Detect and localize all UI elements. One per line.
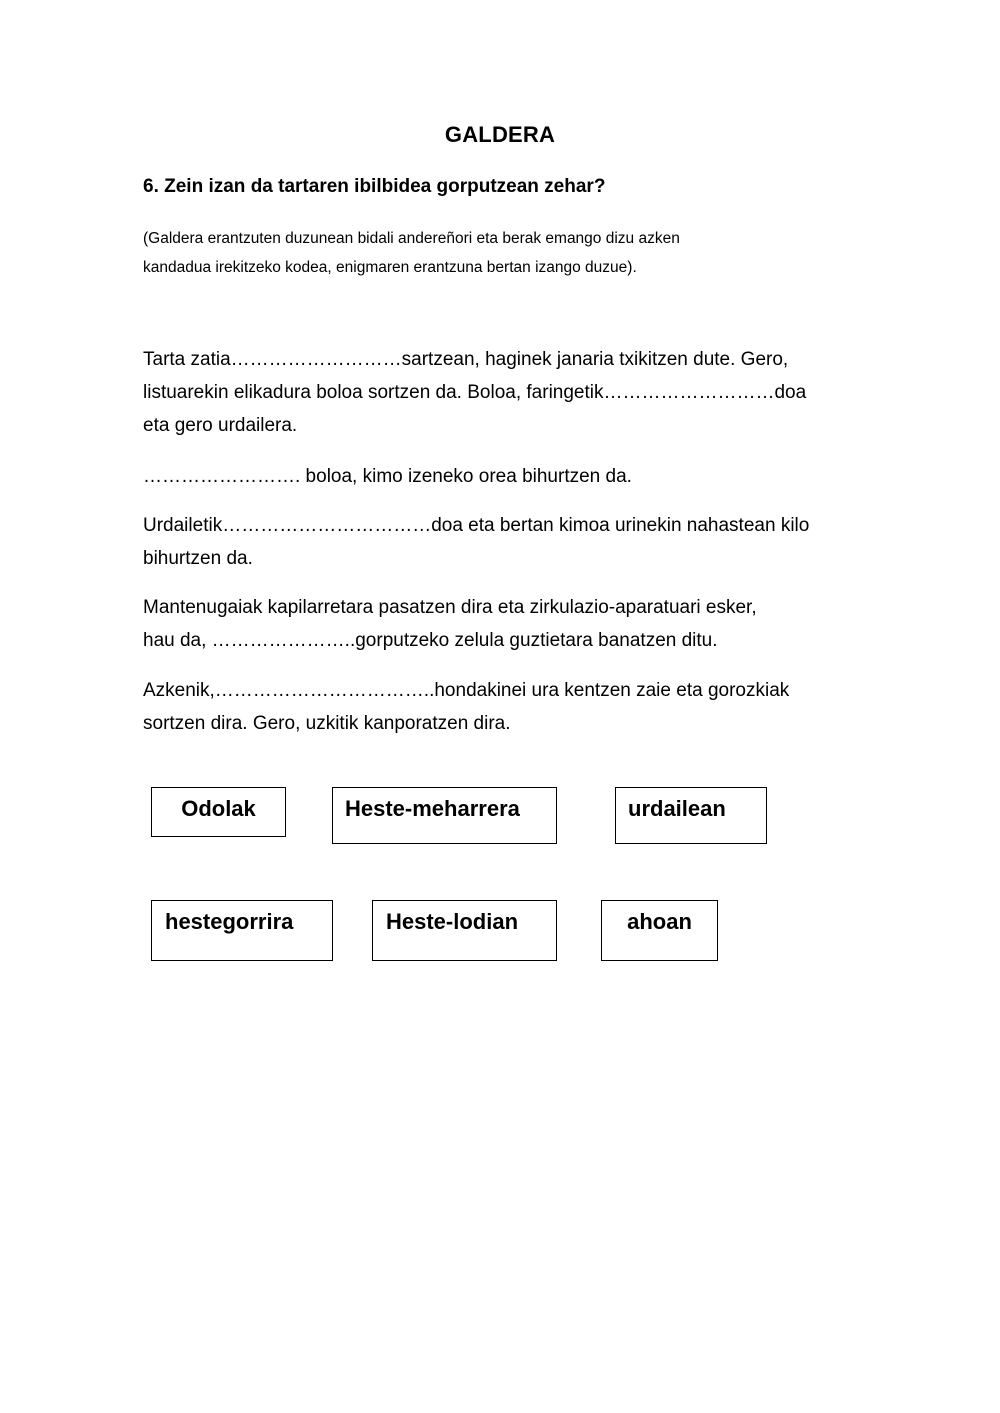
paragraph-1 (143, 343, 863, 442)
paragraph-line: Azkenik,……………………………..hondakinei ura kentzen zaie eta gorozkiak (143, 680, 790, 701)
paragraph-line: bihurtzen da. (143, 548, 253, 569)
paragraph-line: Tarta zatia………………………sartzean, haginek janaria txikitzen dute. Gero, (143, 349, 789, 370)
word-box-heste-meharrera[interactable]: Heste-meharrera (332, 787, 557, 844)
page-title: GALDERA (444, 122, 556, 147)
word-box-heste-lodian[interactable]: Heste-lodian (372, 900, 557, 961)
instructions-text (143, 224, 843, 282)
paragraph-line: eta gero urdailera. (143, 415, 298, 436)
paragraph-line: listuarekin elikadura boloa sortzen da. Boloa, faringetik………………………doa (143, 382, 807, 403)
paragraph-3 (143, 509, 863, 575)
word-box-hestegorrira[interactable]: hestegorrira (151, 900, 333, 961)
paragraph-line: Urdailetik……………………………doa eta bertan kimoa urinekin nahastean kilo (143, 515, 810, 536)
word-box-ahoan[interactable]: ahoan (601, 900, 718, 961)
word-box-odolak[interactable]: Odolak (151, 787, 286, 837)
word-box-urdailean[interactable]: urdailean (615, 787, 767, 844)
paragraph-line: ……………………. boloa, kimo izeneko orea bihurtzen da. (143, 466, 632, 487)
instructions-line: kandadua irekitzeko kodea, enigmaren erantzuna bertan izango duzue). (143, 259, 637, 276)
paragraph-line: hau da, …………………..gorputzeko zelula guztietara banatzen ditu. (143, 630, 718, 651)
paragraph-2 (143, 460, 863, 493)
paragraph-line: Mantenugaiak kapilarretara pasatzen dira eta zirkulazio-aparatuari esker, (143, 597, 757, 618)
paragraph-5 (143, 674, 863, 740)
instructions-line: (Galdera erantzuten duzunean bidali andereñori eta berak emango dizu azken (143, 230, 680, 247)
question-heading: 6. Zein izan da tartaren ibilbidea gorputzean zehar? (143, 176, 606, 197)
paragraph-line: sortzen dira. Gero, uzkitik kanporatzen dira. (143, 713, 511, 734)
paragraph-4 (143, 591, 863, 657)
